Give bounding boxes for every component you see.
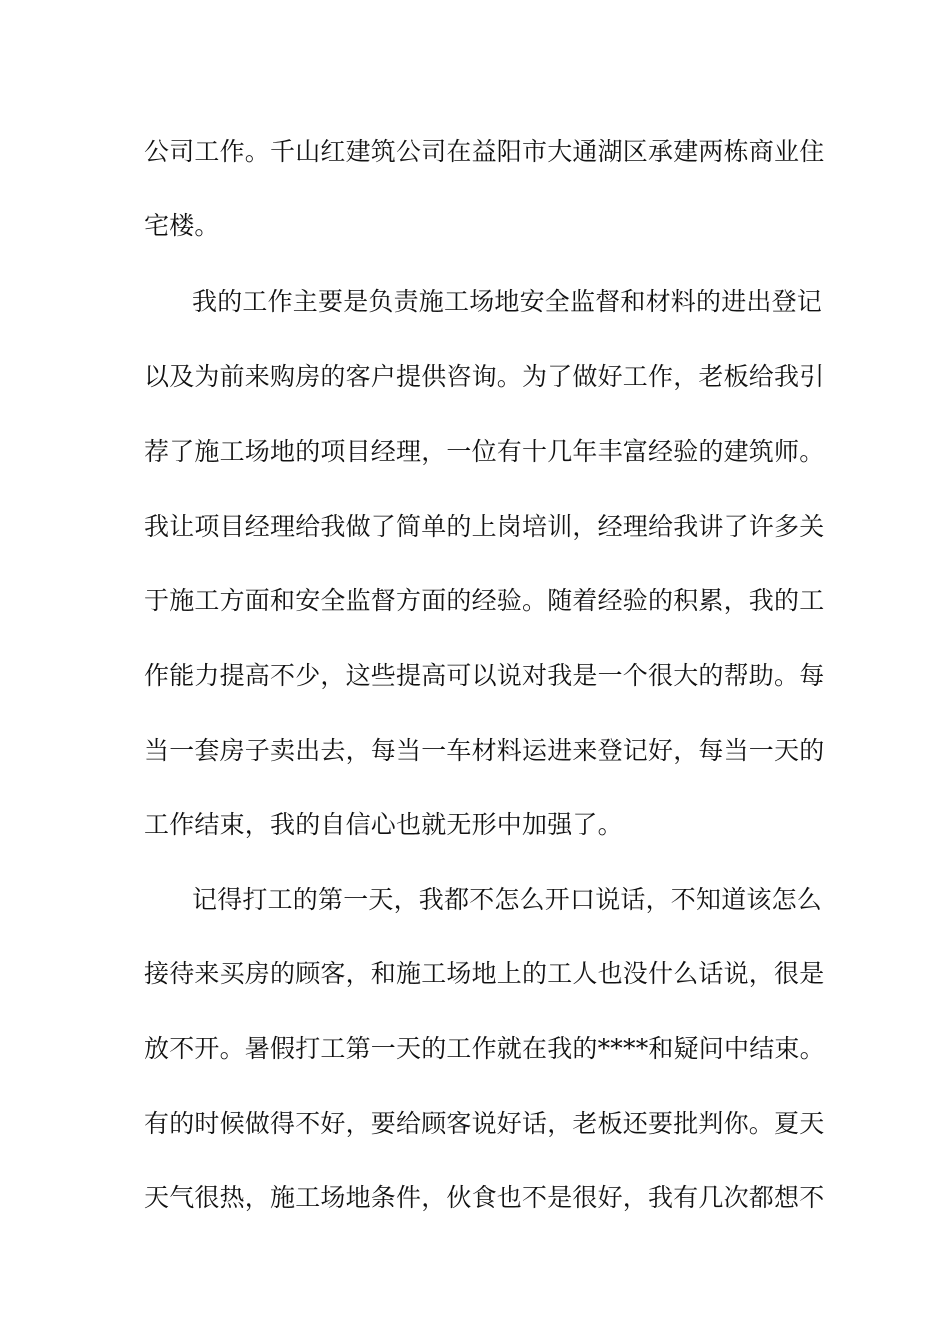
- text-line: 我让项目经理给我做了简单的上岗培训，经理给我讲了许多关: [144, 512, 825, 541]
- text-line: 以及为前来购房的客户提供咨询。为了做好工作，老板给我引: [144, 362, 825, 391]
- paragraph-start-line: 我的工作主要是负责施工场地安全监督和材料的进出登记: [192, 287, 823, 316]
- text-line: 荐了施工场地的项目经理，一位有十几年丰富经验的建筑师。: [144, 437, 825, 466]
- text-line: 接待来买房的顾客，和施工场地上的工人也没什么话说，很是: [144, 959, 825, 988]
- text-line: 有的时候做得不好，要给顾客说好话，老板还要批判你。夏天: [144, 1109, 825, 1138]
- text-line: 公司工作。千山红建筑公司在益阳市大通湖区承建两栋商业住: [144, 137, 825, 166]
- text-line: 作能力提高不少，这些提高可以说对我是一个很大的帮助。每: [144, 661, 825, 690]
- text-line: 天气很热，施工场地条件，伙食也不是很好，我有几次都想不: [144, 1183, 825, 1212]
- text-line: 当一套房子卖出去，每当一车材料运进来登记好，每当一天的: [144, 736, 825, 765]
- text-line: 于施工方面和安全监督方面的经验。随着经验的积累，我的工: [144, 586, 825, 615]
- text-line: 宅楼。: [144, 211, 220, 240]
- paragraph-start-line: 记得打工的第一天，我都不怎么开口说话，不知道该怎么: [192, 885, 823, 914]
- text-line: 工作结束，我的自信心也就无形中加强了。: [144, 810, 623, 839]
- text-line: 放不开。暑假打工第一天的工作就在我的****和疑问中结束。: [144, 1034, 825, 1063]
